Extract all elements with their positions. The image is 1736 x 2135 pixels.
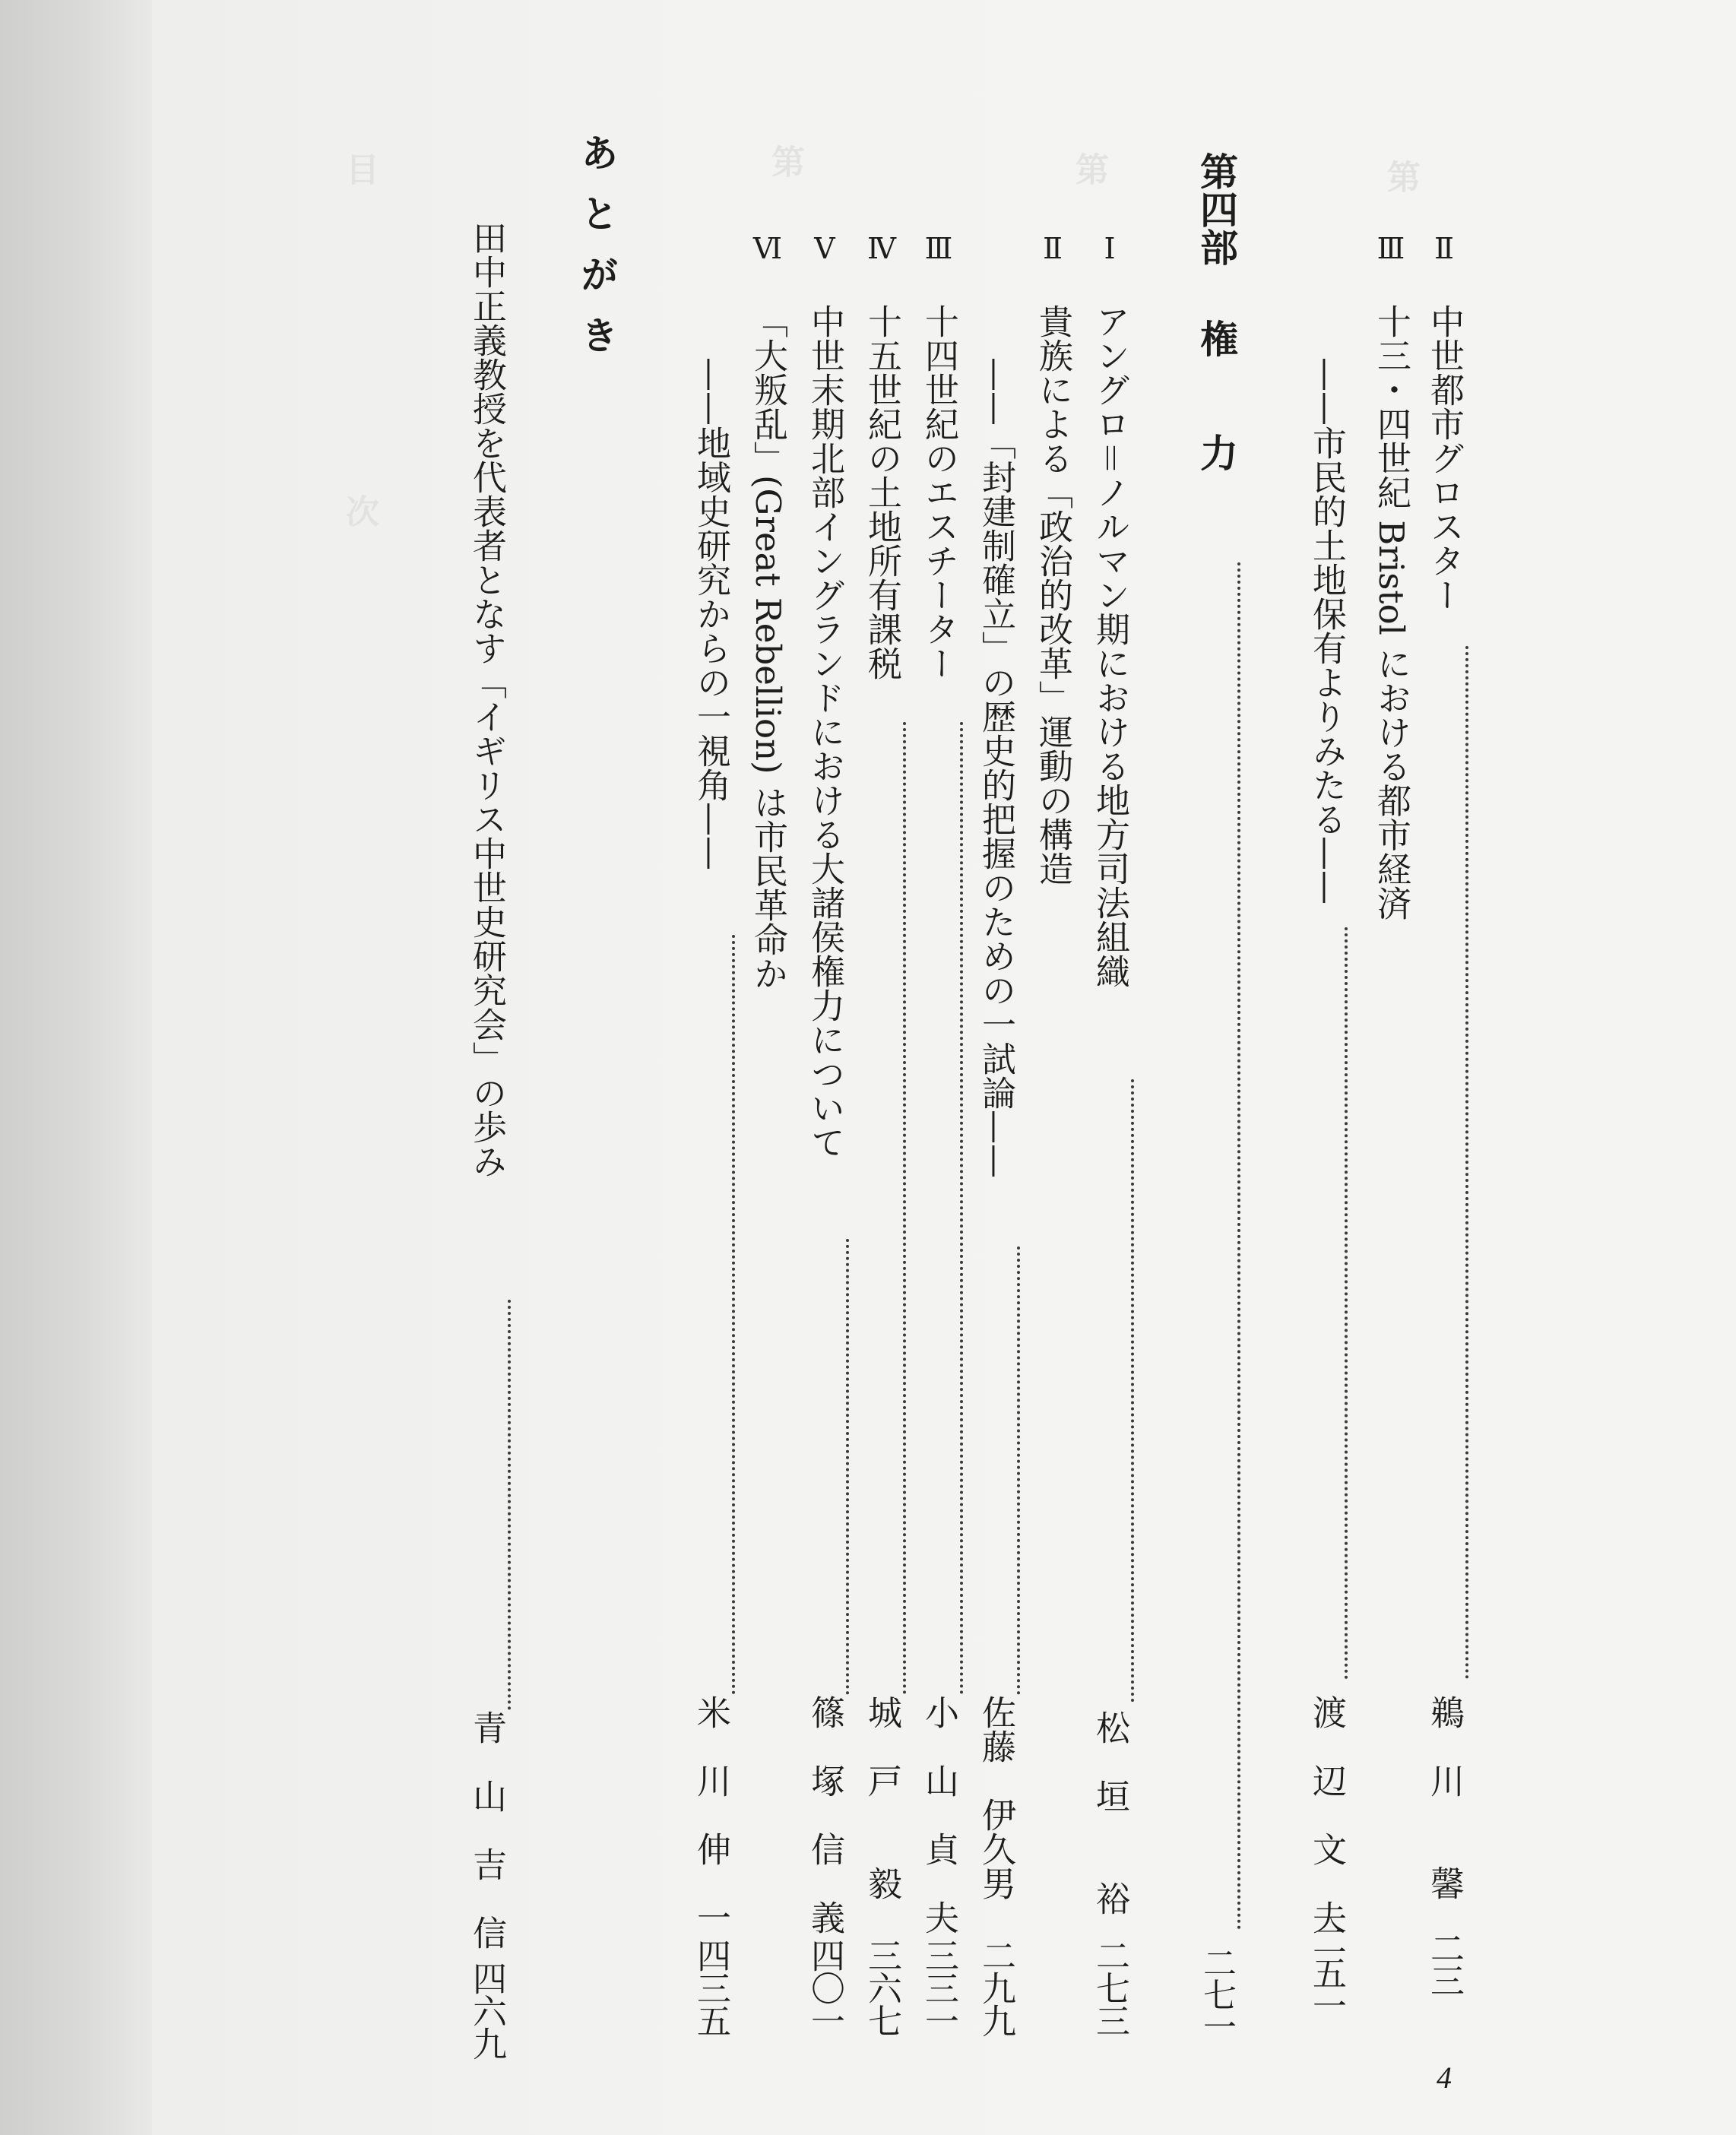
- entry-page: 四〇一: [805, 1938, 845, 2036]
- entry-author: 篠 塚 信 義: [805, 1695, 845, 1934]
- entry-page: 二九九: [976, 1938, 1016, 2036]
- entry-title: アングロ＝ノルマン期における地方司法組織: [1090, 304, 1130, 989]
- entry-author: 城 戸 毅: [862, 1695, 902, 1900]
- entry-title: 田中正義教授を代表者となす「イギリス中世史研究会」の歩み: [467, 220, 507, 1178]
- book-gutter: [0, 0, 152, 2135]
- entry-title: 十三・四世紀 Bristol における都市経済: [1371, 304, 1411, 920]
- entry-title: 十四世紀のエスチーター: [919, 304, 959, 680]
- leader-dots: [732, 935, 735, 1695]
- entry-numeral: Ⅱ: [1427, 232, 1461, 265]
- entry-author: 米 川 伸 一: [691, 1695, 731, 1934]
- bleed-through-text: 第: [1381, 160, 1420, 193]
- bleed-through-text: 第: [765, 144, 804, 178]
- leader-dots: [1465, 646, 1468, 1680]
- part-label: 第四部: [1194, 152, 1238, 266]
- leader-dots: [508, 1300, 511, 1710]
- entry-page: 二五一: [1307, 1923, 1347, 2021]
- entry-page: 四六九: [467, 1961, 507, 2059]
- leader-dots: [1131, 1079, 1134, 1703]
- entry-numeral: Ⅲ: [922, 232, 955, 265]
- entry-subtitle: ——「封建制確立」の歴史的把握のための一試論——: [976, 357, 1016, 1178]
- entry-author: 小 山 貞 夫: [919, 1695, 959, 1934]
- entry-title: 中世末期北部イングランドにおける大諸侯権力について: [805, 304, 845, 1159]
- bleed-through-text: 目: [340, 152, 379, 185]
- entry-numeral: Ⅴ: [808, 232, 841, 265]
- leader-dots: [1017, 1246, 1020, 1695]
- entry-numeral: Ⅳ: [865, 232, 898, 265]
- entry-page: 二三: [1424, 1931, 1465, 1996]
- leader-dots: [903, 722, 906, 1695]
- page-number: 4: [1437, 2061, 1452, 2095]
- entry-page: 三六七: [862, 1938, 902, 2036]
- entry-author: 青 山 吉 信: [467, 1710, 507, 1950]
- entry-subtitle: ——地域史研究からの一視角——: [691, 357, 731, 870]
- entry-title: 「大叛乱」(Great Rebellion) は市民革命か: [748, 304, 788, 990]
- afterword-label: あとがき: [575, 133, 619, 376]
- entry-author: 鵜 川 馨: [1424, 1695, 1465, 1900]
- bleed-through-text: 次: [340, 494, 379, 527]
- entry-numeral: Ⅱ: [1036, 232, 1069, 265]
- leader-dots: [960, 722, 963, 1695]
- entry-title: 十五世紀の土地所有課税: [862, 304, 902, 680]
- entry-numeral: Ⅵ: [751, 232, 784, 265]
- entry-subtitle: ——市民的土地保有よりみたる——: [1307, 357, 1347, 904]
- bleed-through-text: 第: [1069, 152, 1108, 185]
- entry-title: 貴族による「政治的改革」運動の構造: [1033, 304, 1073, 885]
- entry-page: 四三五: [691, 1938, 731, 2036]
- entry-numeral: Ⅰ: [1093, 232, 1126, 265]
- part-page: 二七一: [1197, 1946, 1236, 2042]
- entry-numeral: Ⅲ: [1374, 232, 1408, 265]
- entry-title: 中世都市グロスター: [1424, 304, 1465, 612]
- leader-dots: [1345, 927, 1348, 1680]
- leader-dots: [1237, 562, 1240, 1931]
- entry-author: 松 垣 裕: [1090, 1710, 1130, 1915]
- entry-author: 佐藤 伊久男: [976, 1695, 1016, 1900]
- part-title: 権 力: [1194, 319, 1238, 471]
- entry-page: 三三一: [919, 1938, 959, 2036]
- entry-author: 渡 辺 文 夫: [1307, 1695, 1347, 1934]
- entry-page: 二七三: [1090, 1938, 1130, 2036]
- leader-dots: [846, 1239, 849, 1695]
